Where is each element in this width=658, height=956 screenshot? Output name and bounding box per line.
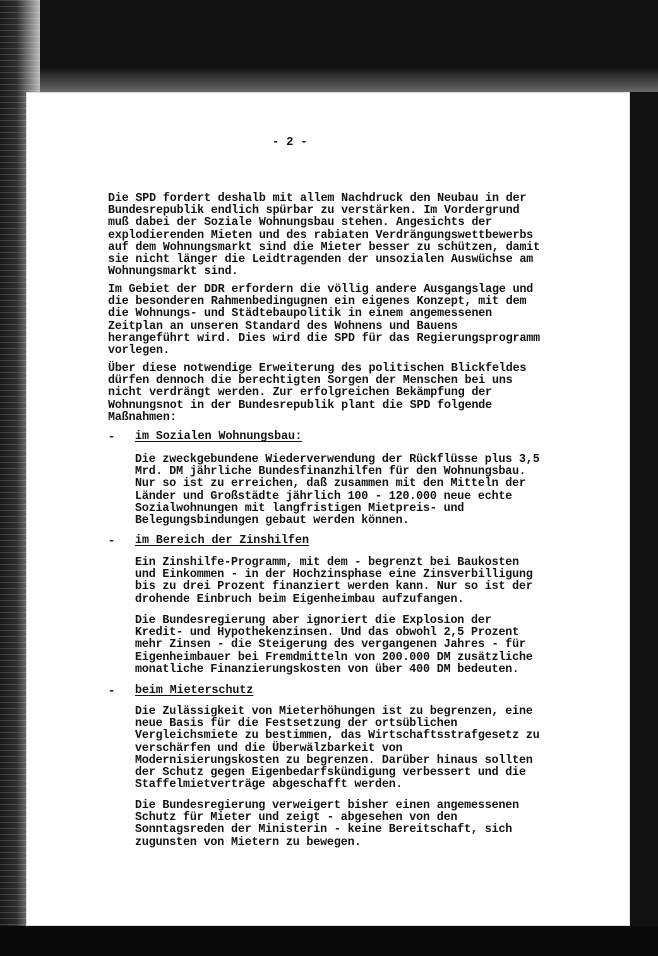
bullet-dash: -	[108, 684, 116, 698]
paragraph-intro: Die SPD fordert deshalb mit allem Nachdruck den Neubau in der Bundesrepublik endlich spürbar zu verstärken. Im Vordergrund muß dabei der Soziale Wohnungsbau stehen. Angesichts der explodierenden Mieten und des rabiaten Verdrängungswettbewerbs auf dem Wohnungsmarkt sind die Mieter besser zu schützen, damit sie nicht länger die Leidtragenden der unsozialen Auswüchse am Wohnungsmarkt sind.	[108, 192, 541, 279]
bullet-dash: -	[108, 430, 116, 444]
bullet-paragraph: Die Bundesregierung verweigert bisher einen angemessenen Schutz für Mieter und zeigt - abgesehen von den Sonntagsreden der Ministerin - keine Bereitschaft, sich zugunsten von Mietern zu bewegen.	[135, 799, 520, 849]
bullet-dash: -	[108, 534, 116, 548]
bullet-heading-zinshilfen: im Bereich der Zinshilfen	[135, 534, 309, 547]
paragraph-measures: Über diese notwendige Erweiterung des politischen Blickfeldes dürfen dennoch die berechtigten Sorgen der Menschen bei uns nicht verdrängt werden. Zur erfolgreichen Bekämpfung der Wohnungsnot in der Bundesrepublik plant die SPD folgende Maßnahmen:	[108, 362, 527, 424]
scan-top-border	[0, 0, 658, 96]
scan-right-border	[630, 92, 658, 926]
scan-bottom-border	[0, 926, 658, 956]
bullet-paragraph: Die zweckgebundene Wiederverwendung der Rückflüsse plus 3,5 Mrd. DM jährliche Bundesfinanzhilfen für den Wohnungsbau. Nur so ist zu erreichen, daß zusammen mit den Mitteln der Länder und Großstädte jährlich 100 - 120.000 neue echte Sozialwohnungen mit langfristigen Mietpreis- und Belegungsbindungen gebaut werden können.	[135, 453, 540, 528]
page-number: - 2 -	[272, 135, 308, 149]
bullet-paragraph: Die Bundesregierung aber ignoriert die Explosion der Kredit- und Hypothekenzinsen. Und das obwohl 2,5 Prozent mehr Zinsen - die Steigerung des vergangenen Jahres - für Eigenheimbauer bei Fremdmitteln von 200.000 DM zusätzliche monatliche Finanzierungskosten von über 400 DM bedeuten.	[135, 614, 533, 676]
bullet-heading-sozialer-wohnungsbau: im Sozialen Wohnungsbau:	[135, 430, 302, 443]
bullet-heading-mieterschutz: beim Mieterschutz	[135, 684, 254, 697]
bullet-paragraph: Ein Zinshilfe-Programm, mit dem - begrenzt bei Baukosten und Einkommen - in der Hochzinsphase eine Zinsverbilligung bis zu drei Prozent finanziert werden kann. Nur so ist der drohende Einbruch beim Eigenheimbau aufzufangen.	[135, 556, 533, 606]
bullet-paragraph: Die Zulässigkeit von Mieterhöhungen ist zu begrenzen, eine neue Basis für die Festsetzung der ortsüblichen Vergleichsmiete zu bestimmen, das Wirtschaftsstrafgesetz zu verschärfen und die Überwälzbarkeit von Modernisierungskosten zu begrenzen. Darüber hinaus sollten der Schutz gegen Eigenbedarfskündigung verbessert und die Staffelmietverträge abgeschafft werden.	[135, 705, 540, 792]
paragraph-ddr: Im Gebiet der DDR erfordern die völlig andere Ausgangslage und die besonderen Rahmenbedingugnen ein eigenes Konzept, mit dem die Wohnungs- und Städtebaupolitik in einem angemessenen Zeitplan an unseren Standard des Wohnens und Bauens herangeführt wird. Dies wird die SPD für das Regierungsprogramm vorlegen.	[108, 283, 541, 358]
